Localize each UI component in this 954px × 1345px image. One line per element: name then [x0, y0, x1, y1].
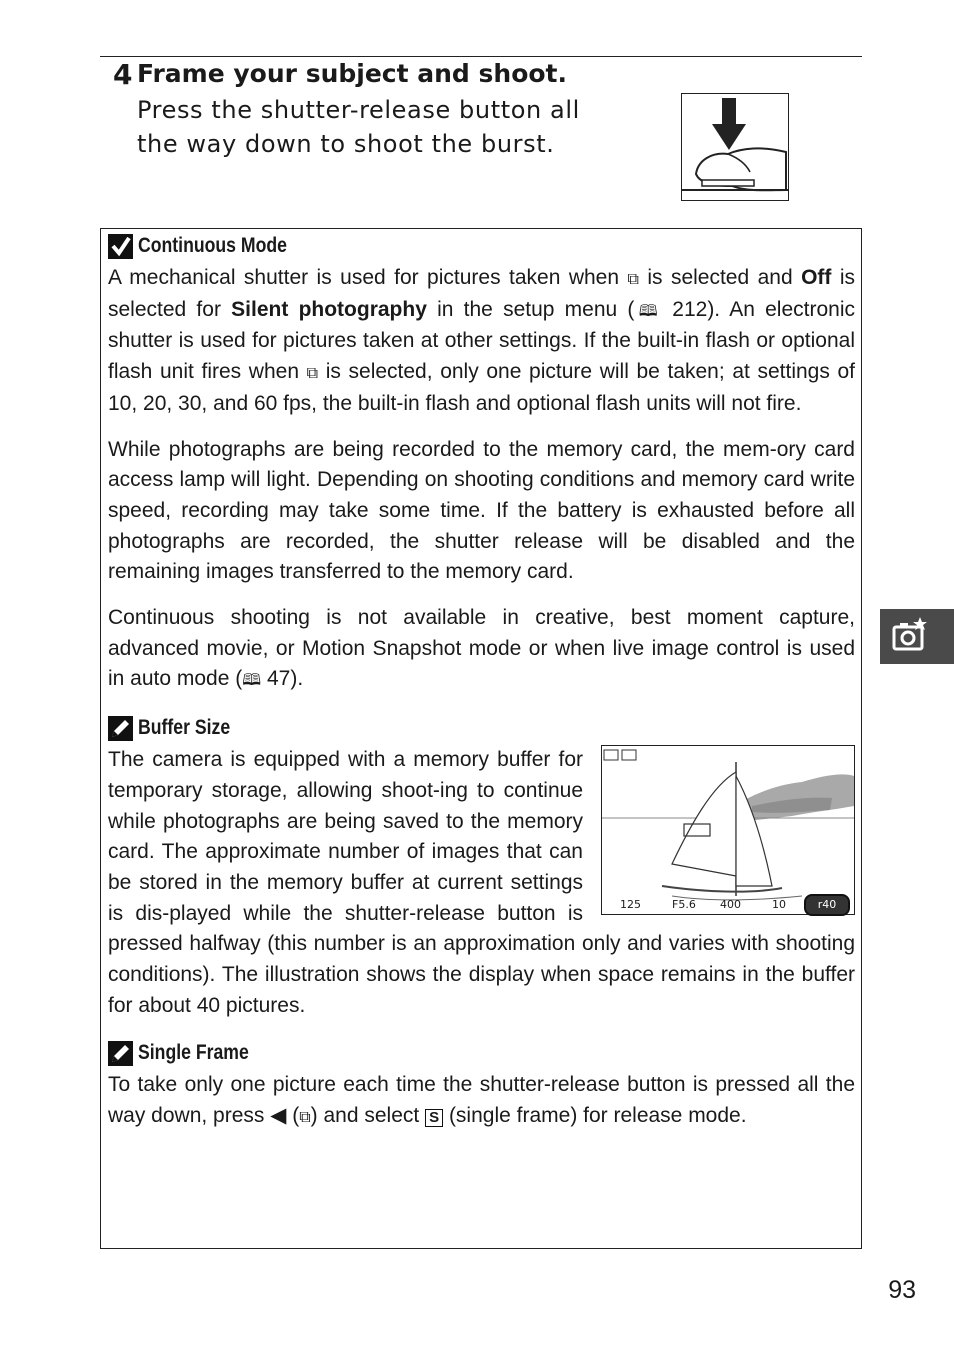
continuous-mode-paragraph-1: A mechanical shutter is used for pictures taken when ⧉ is selected and Off is selected for Silent photography in the setup menu (🕮 212). An electronic shutter is used for pictures taken at other settings. If the built-in flash or optional flash unit fires when ⧉ is selected, only one picture will be taken; at settings of 10, 20, 30, and 60 fps, the built-in flash and optional flash units will not fire. [108, 266, 855, 415]
pencil-note-icon [108, 716, 133, 741]
lcd-shutter: 125 [620, 898, 641, 912]
buffer-size-title: Buffer Size [138, 716, 231, 740]
lcd-frames: 10 [772, 898, 786, 912]
release-mode-icon: ⧉ [299, 1107, 311, 1127]
buffer-size-heading [108, 711, 855, 745]
step-body: Press the shutter-release button all the way down to shoot the burst. [137, 96, 580, 158]
page-number: 93 [888, 1276, 916, 1304]
camera-tab-icon [880, 609, 954, 664]
lcd-iso: 400 [720, 898, 741, 912]
buffer-size-section [108, 745, 855, 1021]
continuous-mode-title: Continuous Mode [138, 234, 287, 257]
single-frame-icon: S [425, 1109, 443, 1127]
note-box [100, 228, 862, 1249]
continuous-mode-heading [108, 229, 855, 263]
check-icon [108, 234, 133, 259]
buffer-size-text: The camera is equipped with a memory buffer for temporary storage, allowing shoot-ing to continue while photographs are being saved to the memory card. The approximate number of images that can be stored in the memory buffer at current settings is dis-played while the shutter-release button is pressed halfway (this number is an approximation only and varies with shooting conditions). The illustration shows the display when space remains in the buffer for about 40 pictures. [108, 748, 855, 1017]
shutter-press-illustration [681, 93, 789, 201]
pencil-note-icon [108, 1041, 133, 1066]
single-frame-title: Single Frame [138, 1041, 249, 1065]
buffer-display-illustration [601, 745, 855, 915]
book-icon: 🕮 [242, 670, 262, 690]
lcd-aperture: F5.6 [672, 898, 696, 912]
left-arrow-icon: ◀ [270, 1104, 287, 1128]
burst-icon: ⧉ [306, 363, 319, 383]
step-number: 4 [113, 58, 133, 91]
continuous-mode-paragraph-2: While photographs are being recorded to the memory card, the mem-ory card access lamp will light. Depending on shooting conditions and memory card write speed, recording may take some time. If the battery is exhausted before all photographs are recorded, the shutter release will be disabled and the remaining images transferred to the memory card. [108, 437, 855, 584]
single-frame-text: To take only one picture each time the shutter-release button is pressed all the way down, press ◀ (⧉) and select S (single frame) for release mode. [108, 1073, 855, 1128]
burst-icon: ⧉ [627, 269, 639, 288]
step-title: Frame your subject and shoot. [137, 59, 568, 88]
lcd-buffer-count: r40 [804, 894, 850, 916]
continuous-mode-paragraph-3: Continuous shooting is not available in creative, best moment capture, advanced movie, or Motion Snapshot mode or when live image control is used in auto mode (🕮 47). [108, 606, 855, 691]
top-rule [100, 56, 862, 57]
book-icon: 🕮 [634, 300, 663, 320]
single-frame-heading [108, 1036, 855, 1070]
